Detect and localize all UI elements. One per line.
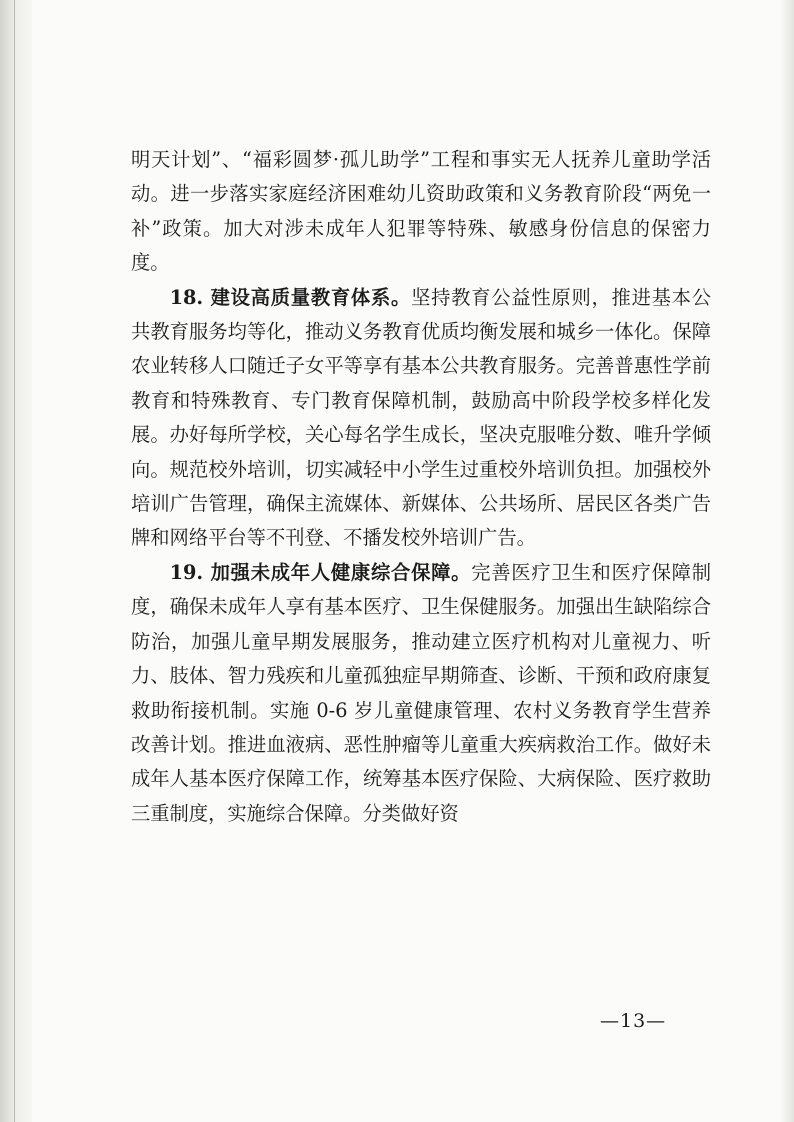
paragraph-text: 完善医疗卫生和医疗保障制度，确保未成年人享有基本医疗、卫生保健服务。加强出生缺陷综合防治，加强儿童早期发展服务，推动建立医疗机构对儿童视力、听力、肢体、智力残疾和儿童孤独症早期筛查、诊断、干预和政府康复救助衔接机制。实施 0-6 岁儿童健康管理、农村义务教育学生营养改善计划。推进血液病、恶性肿瘤等儿童重大疾病救治工作。做好未成年人基本医疗保障工作，统筹基本医疗保险、大病保险、医疗救助三重制度，实施综合保障。分类做好资 xyxy=(131,560,712,825)
binding-fold-line xyxy=(14,0,15,1122)
paragraph-heading: 18. 建设高质量教育体系。 xyxy=(169,285,412,309)
page-edge-shadow xyxy=(780,0,794,1122)
paragraph-continuation xyxy=(131,143,711,281)
binding-edge xyxy=(0,0,32,1122)
body-text xyxy=(131,143,711,831)
paragraph-health-protection xyxy=(131,556,711,831)
page-number: —13— xyxy=(600,1010,667,1032)
paragraph-text: 明天计划”、“福彩圆梦·孤儿助学”工程和事实无人抚养儿童助学活动。进一步落实家庭经济困难幼儿资助政策和义务教育阶段“两免一补”政策。加大对涉未成年人犯罪等特殊、敏感身份信息的保密力度。 xyxy=(131,148,711,275)
paragraph-text: 坚持教育公益性原则，推进基本公共教育服务均等化，推动义务教育优质均衡发展和城乡一体化。保障农业转移人口随迁子女平等享有基本公共教育服务。完善普惠性学前教育和特殊教育、专门教育保障机制，鼓励高中阶段学校多样化发展。办好每所学校，关心每名学生成长，坚决克服唯分数、唯升学倾向。规范校外培训，切实减轻中小学生过重校外培训负担。加强校外培训广告管理，确保主流媒体、新媒体、公共场所、居民区各类广告牌和网络平台等不刊登、不播发校外培训广告。 xyxy=(131,285,711,550)
paragraph-education-system xyxy=(131,281,711,556)
paragraph-heading: 19. 加强未成年人健康综合保障。 xyxy=(169,560,472,584)
